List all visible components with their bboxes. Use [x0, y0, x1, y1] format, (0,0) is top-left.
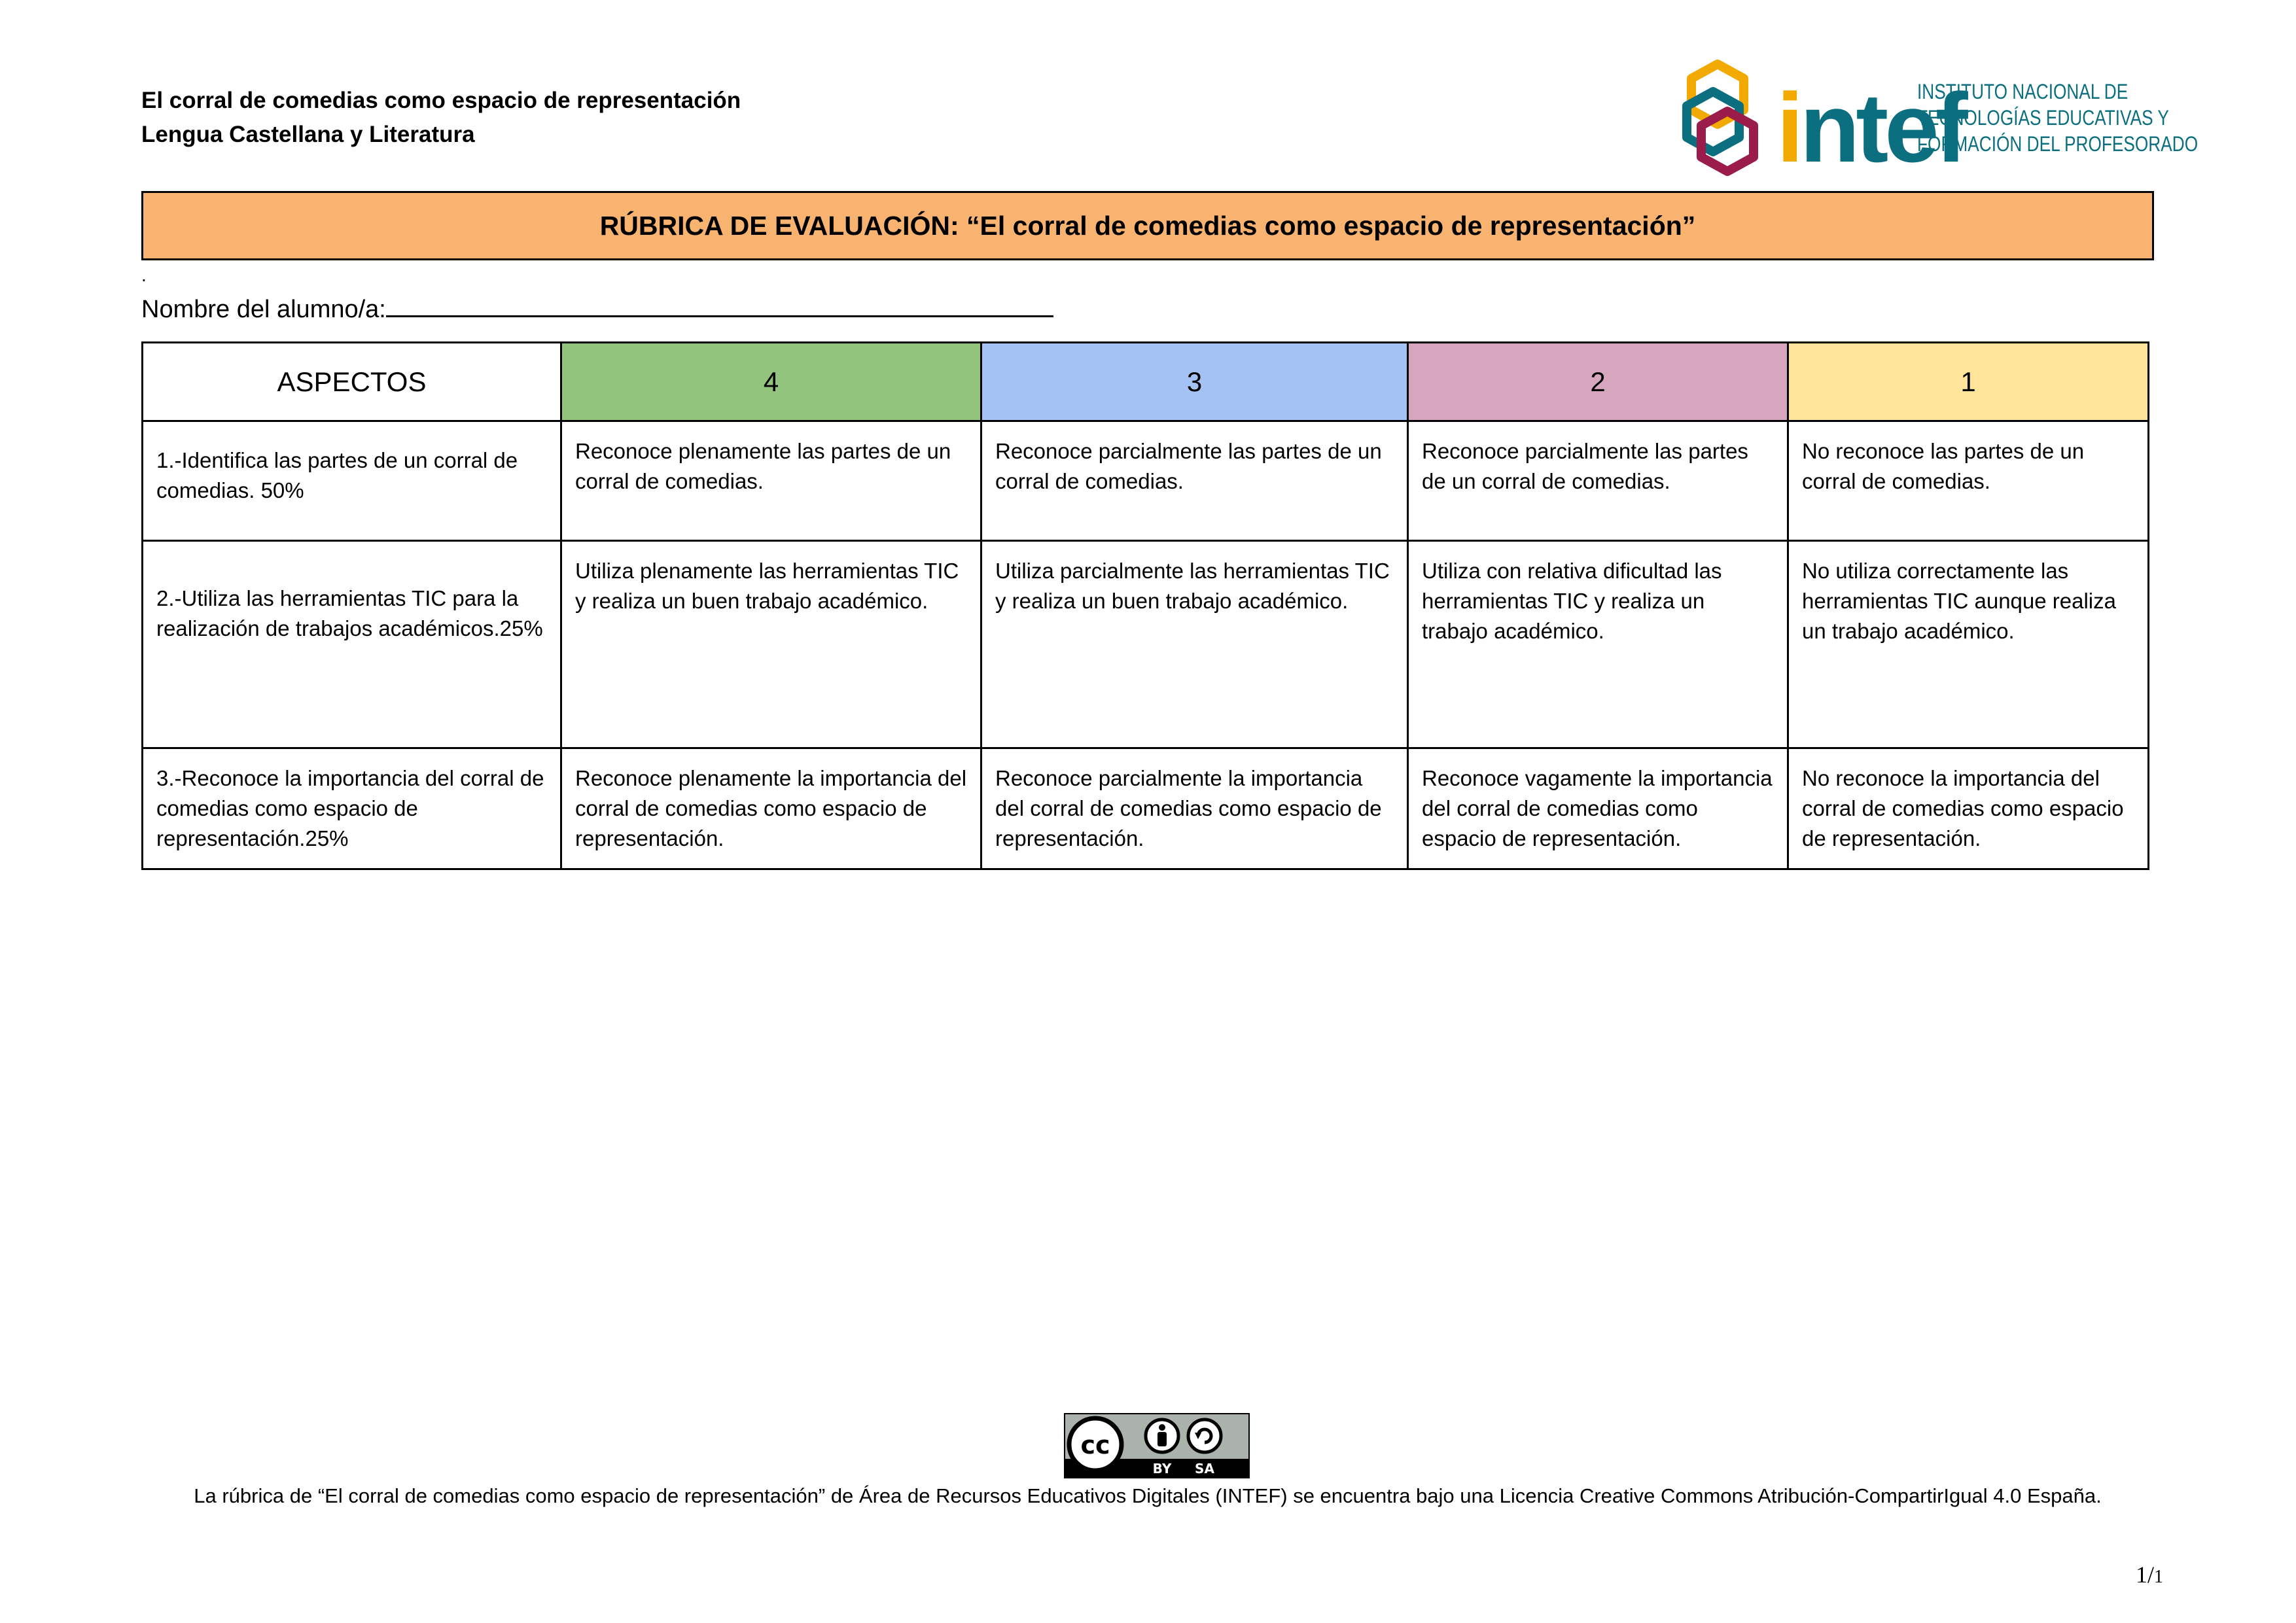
document-header [141, 84, 741, 152]
criterion-cell: Utiliza parcialmente las herramientas TIC y realiza un buen trabajo académico. [981, 541, 1408, 748]
header-level-1: 1 [1788, 343, 2149, 421]
criterion-cell: No reconoce las partes de un corral de comedias. [1788, 421, 2149, 541]
table-row [143, 541, 2149, 748]
rubric-header-row [143, 343, 2149, 421]
svg-text:cc: cc [1080, 1431, 1110, 1459]
criterion-cell: Reconoce parcialmente la importancia del corral de comedias como espacio de representación. [981, 748, 1408, 869]
header-level-2: 2 [1408, 343, 1788, 421]
rubric-title: RÚBRICA DE EVALUACIÓN: “El corral de comedias como espacio de representación” [599, 210, 1696, 241]
intef-wordmark: intef [1776, 73, 1964, 183]
criterion-cell: No reconoce la importancia del corral de comedias como espacio de representación. [1788, 748, 2149, 869]
aspect-cell: 1.-Identifica las partes de un corral de comedias. 50% [143, 421, 561, 541]
intef-logo [1682, 52, 2199, 183]
rubric-title-banner [141, 191, 2154, 260]
by-person-icon [1146, 1420, 1178, 1452]
sa-share-icon [1188, 1420, 1221, 1452]
cc-by-sa-badge [1064, 1413, 1250, 1478]
rubric-table [141, 341, 2149, 870]
header-subject: Lengua Castellana y Literatura [141, 122, 475, 147]
student-name-blank [386, 292, 1053, 317]
aspect-cell: 2.-Utiliza las herramientas TIC para la realización de trabajos académicos.25% [143, 541, 561, 748]
stray-dot: . [141, 265, 147, 285]
license-text: La rúbrica de “El corral de comedias como espacio de representación” de Área de Recursos Educativos Digitales (INTEF) se encuentra bajo una Licencia Creative Commons Atribución-CompartirIgual 4.0 España. [194, 1484, 2102, 1507]
student-name-line [141, 292, 1053, 324]
header-level-3: 3 [981, 343, 1408, 421]
cc-by-label: BY [1152, 1461, 1172, 1476]
criterion-cell: Reconoce parcialmente las partes de un corral de comedias. [1408, 421, 1788, 541]
page-number: 1/1 [2136, 1562, 2164, 1588]
criterion-cell: Utiliza plenamente las herramientas TIC y realiza un buen trabajo académico. [561, 541, 981, 748]
header-title: El corral de comedias como espacio de representación [141, 88, 741, 113]
criterion-cell: Reconoce parcialmente las partes de un corral de comedias. [981, 421, 1408, 541]
header-level-4: 4 [561, 343, 981, 421]
aspect-cell: 3.-Reconoce la importancia del corral de comedias como espacio de representación.25% [143, 748, 561, 869]
student-name-label: Nombre del alumno/a: [141, 296, 386, 323]
criterion-cell: Utiliza con relativa dificultad las herramientas TIC y realiza un trabajo académico. [1408, 541, 1788, 748]
intef-chain-icon [1682, 52, 1767, 183]
criterion-cell: Reconoce vagamente la importancia del corral de comedias como espacio de representación. [1408, 748, 1788, 869]
cc-icon [1069, 1418, 1122, 1471]
header-aspectos: ASPECTOS [143, 343, 561, 421]
criterion-cell: No utiliza correctamente las herramientas TIC aunque realiza un trabajo académico. [1788, 541, 2149, 748]
table-row [143, 421, 2149, 541]
criterion-cell: Reconoce plenamente las partes de un corral de comedias. [561, 421, 981, 541]
intef-institution-name: INSTITUTO NACIONAL DE TECNOLOGÍAS EDUCATIVAS Y FORMACIÓN DEL PROFESORADO [1917, 80, 2199, 156]
table-row [143, 748, 2149, 869]
cc-sa-label: SA [1195, 1461, 1214, 1476]
criterion-cell: Reconoce plenamente la importancia del corral de comedias como espacio de representación. [561, 748, 981, 869]
